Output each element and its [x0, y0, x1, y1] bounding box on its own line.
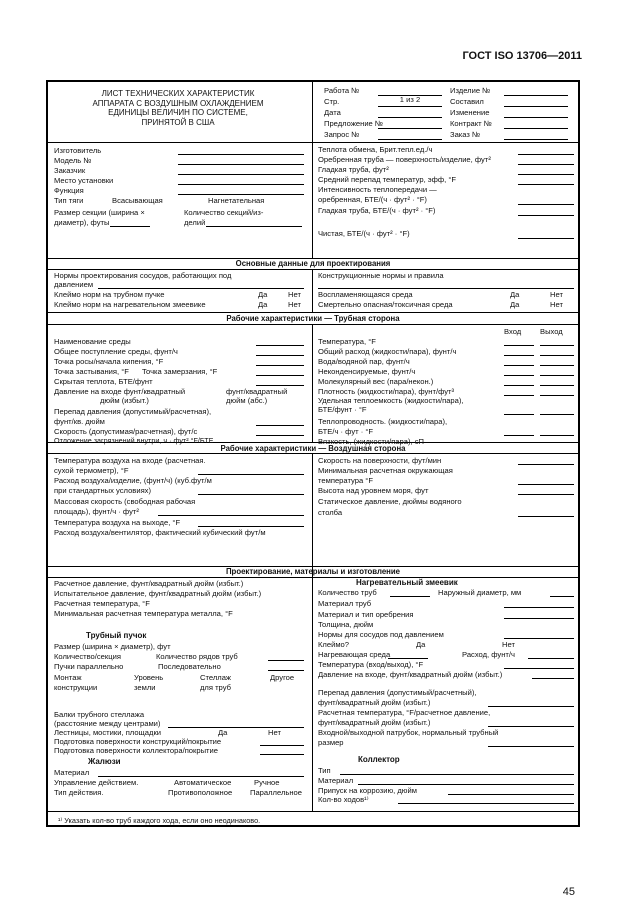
bundle-label: Количество/секция [54, 652, 121, 661]
field-line[interactable] [518, 464, 574, 465]
field-line[interactable] [518, 238, 574, 239]
field-line[interactable] [488, 726, 574, 727]
field-line[interactable] [518, 494, 574, 495]
tube-label: Давление на входе фунт/квадратный [54, 387, 186, 396]
field-line[interactable] [504, 365, 534, 366]
field-line[interactable] [260, 745, 304, 746]
tube-label: Точка застывания, °F [54, 367, 129, 376]
field-line[interactable] [540, 395, 574, 396]
field-line[interactable] [378, 139, 442, 140]
page-number: 45 [562, 886, 575, 898]
field-line[interactable] [528, 658, 574, 659]
field-line[interactable] [178, 184, 304, 185]
field-line[interactable] [178, 164, 304, 165]
coil-label: Материал труб [318, 599, 372, 608]
field-line[interactable] [168, 727, 304, 728]
field-line[interactable] [318, 288, 574, 289]
field-line[interactable] [206, 226, 302, 227]
tube-label: фунт/квадратный [226, 387, 288, 396]
field-line[interactable] [504, 345, 534, 346]
field-line[interactable] [98, 288, 304, 289]
field-line[interactable] [256, 425, 304, 426]
field-line[interactable] [256, 345, 304, 346]
field-line[interactable] [504, 435, 534, 436]
field-line[interactable] [268, 660, 304, 661]
tube-label: Молекулярный вес (пара/некон.) [318, 377, 434, 386]
sheet-title [58, 89, 298, 127]
outlet-header: Выход [540, 327, 563, 336]
size-label: Размер секции (ширина × [54, 208, 145, 217]
footnote: ¹⁾ Указать кол-во труб каждого хода, если оно неодинаково. [58, 816, 261, 825]
coil-label: размер [318, 738, 344, 747]
field-line[interactable] [378, 128, 442, 129]
coil-label: Расход, фунт/ч [462, 650, 515, 659]
no-option[interactable]: Нет [550, 290, 563, 299]
yes-option[interactable]: Да [510, 290, 520, 299]
coil-label: Материал и тип оребрения [318, 610, 414, 619]
rule [48, 811, 578, 812]
louvers-label: Тип действия. [54, 788, 104, 797]
support-label: Подготовка поверхности конструкций/покрытие [54, 737, 222, 746]
field-line[interactable] [504, 607, 574, 608]
tube-label: Отложение загрязнений внутри, ч · фут² °F/БТЕ [54, 436, 214, 445]
field-line[interactable] [378, 106, 442, 107]
design-label: давлением [54, 280, 94, 289]
tube-label: Точка росы/начала кипения, °F [54, 357, 164, 366]
mount-option: конструкции [54, 683, 98, 692]
tube-label: Скрытая теплота, БТЕ/фунт [54, 377, 153, 386]
field-line[interactable] [540, 355, 574, 356]
tube-label: Общий расход (жидкости/пара), фунт/ч [318, 347, 457, 356]
field-line[interactable] [378, 95, 442, 96]
tube-label: дюйм (избыт.) [100, 396, 149, 405]
support-label: Балки трубного стеллажа [54, 710, 145, 719]
field-line[interactable] [388, 658, 428, 659]
yes-option[interactable]: Да [258, 300, 268, 309]
field-line[interactable] [518, 154, 574, 155]
air-label: температура °F [318, 476, 373, 485]
section-heading: Основные данные для проектирования [235, 259, 391, 268]
mat-label: Минимальная расчетная температура металла, °F [54, 609, 233, 618]
support-label: Подготовка поверхности коллектора/покрытие [54, 746, 218, 755]
field-line[interactable] [256, 365, 304, 366]
section-heading: Проектирование, материалы и изготовление [225, 567, 401, 576]
field-line[interactable] [504, 414, 534, 415]
tube-label: Общее поступление среды, фунт/ч [54, 347, 178, 356]
air-label: Минимальная расчетная окружающая [318, 466, 453, 475]
field-line[interactable] [178, 174, 304, 175]
field-line[interactable] [504, 106, 568, 107]
coil-label: Нормы для сосудов под давлением [318, 630, 444, 639]
louvers-label: Материал [54, 768, 90, 777]
air-label: столба [318, 508, 343, 517]
air-label: Расход воздуха/вентилятор, фактический кубический фут/м [54, 528, 266, 537]
standard-header: ГОСТ ISO 13706—2011 [462, 50, 582, 62]
tube-label: Точка замерзания, °F [142, 367, 218, 376]
tube-label: Температура, °F [318, 337, 376, 346]
field-line[interactable] [518, 215, 574, 216]
louvers-label: Управление действием. [54, 778, 139, 787]
coil-label: Клеймо? [318, 640, 349, 649]
rule [48, 269, 578, 270]
divider [312, 324, 313, 442]
datasheet-form [46, 80, 580, 827]
mount-option[interactable]: Другое [270, 673, 295, 682]
draft-option[interactable]: Нагнетательная [208, 196, 265, 205]
field-line[interactable] [518, 516, 574, 517]
field-line[interactable] [340, 774, 574, 775]
tube-label: Удельная теплоемкость (жидкости/пара), [318, 396, 464, 405]
coil-label: Входной/выходной патрубок, нормальный трубный [318, 728, 499, 737]
field-line[interactable] [398, 803, 574, 804]
field-line[interactable] [448, 794, 574, 795]
field-line[interactable] [518, 164, 574, 165]
design-label: Нормы проектирования сосудов, работающих под [54, 271, 232, 280]
header-label: Тип [318, 766, 331, 775]
perf-label: Средний перепад температур, эфф, °F [318, 175, 457, 184]
field-line[interactable] [198, 494, 304, 495]
field-line[interactable] [504, 139, 568, 140]
louvers-option[interactable]: Противоположное [168, 788, 233, 797]
field-line[interactable] [504, 375, 534, 376]
divider [312, 82, 313, 167]
job-label: Составил [450, 97, 484, 106]
coil-label: Перепад давления (допустимый/расчетный), [318, 688, 477, 697]
field-line[interactable] [504, 668, 574, 669]
louvers-title: Жалюзи [88, 757, 121, 766]
job-label: Заказ № [450, 130, 481, 139]
field-line[interactable] [256, 385, 304, 386]
yes-option[interactable]: Да [510, 300, 520, 309]
field-line[interactable] [198, 526, 304, 527]
air-label: Температура воздуха на выходе, °F [54, 518, 181, 527]
sections-label: делий [184, 218, 206, 227]
draft-label: Тип тяги [54, 196, 84, 205]
general-label: Модель № [54, 156, 92, 165]
bundle-label: Количество рядов труб [156, 652, 238, 661]
design-label: Клеймо норм на нагревательном змеевике [54, 300, 206, 309]
yes-option[interactable]: Да [218, 728, 228, 737]
field-line[interactable] [504, 128, 568, 129]
design-label: Клеймо норм на трубном пучке [54, 290, 165, 299]
coil-label: Нагревающая среда [318, 650, 391, 659]
air-label: Высота над уровнем моря, фут [318, 486, 429, 495]
coil-label: Температура (вход/выход), °F [318, 660, 424, 669]
support-label: (расстояние между центрами) [54, 719, 161, 728]
field-line[interactable] [390, 596, 430, 597]
tube-label: дюйм (абс.) [226, 396, 268, 405]
perf-label: Гладкая труба, БТЕ/(ч · фут² · °F) [318, 206, 436, 215]
coil-label: фунт/квадратный дюйм (избыт.) [318, 718, 431, 727]
mount-option[interactable]: Стеллаж [200, 673, 232, 682]
tube-label: фунт/кв. дюйм [54, 417, 105, 426]
job-label: Изделие № [450, 86, 491, 95]
coil-label: Наружный диаметр, мм [438, 588, 522, 597]
coil-label: Расчетная температура, °F/расчетное давление, [318, 708, 491, 717]
tube-label: Вода/водяной пар, фунт/ч [318, 357, 410, 366]
no-option[interactable]: Нет [268, 728, 281, 737]
tube-label: Теплопроводность. (жидкости/пара), [318, 417, 448, 426]
yes-option[interactable]: Да [258, 290, 268, 299]
field-line[interactable] [540, 385, 574, 386]
field-line[interactable] [518, 174, 574, 175]
job-label: Стр. [324, 97, 340, 106]
field-line[interactable] [260, 754, 304, 755]
tube-label: БТЕ/ч · фут · °F [318, 427, 374, 436]
perf-label: Гладкая труба, фут² [318, 165, 389, 174]
field-line[interactable] [540, 345, 574, 346]
title-line: ЛИСТ ТЕХНИЧЕСКИХ ХАРАКТЕРИСТИК [101, 89, 255, 98]
field-line[interactable] [518, 484, 574, 485]
air-label: Расход воздуха/изделие, (фунт/ч) (куб.фут/м [54, 476, 212, 485]
field-line[interactable] [550, 596, 574, 597]
field-line[interactable] [268, 670, 304, 671]
perf-label: Оребренная труба — поверхность/изделие, фут² [318, 155, 491, 164]
field-line[interactable] [504, 618, 574, 619]
tube-label: Перепад давления (допустимый/расчетная), [54, 407, 212, 416]
mount-option[interactable]: Уровень [134, 673, 164, 682]
rule [48, 577, 578, 578]
air-label: площадь), фунт/ч · фут² [54, 507, 139, 516]
field-line[interactable] [358, 784, 574, 785]
no-option[interactable]: Нет [288, 300, 301, 309]
perf-label: Теплота обмена, Брит.тепл.ед./ч [318, 145, 433, 154]
field-line[interactable] [504, 395, 534, 396]
mount-option: земли [134, 683, 156, 692]
air-label: Статическое давление, дюймы водяного [318, 497, 462, 506]
coil-label: Количество труб [318, 588, 377, 597]
divider [312, 269, 313, 312]
section-heading: Рабочие характеристики — Трубная сторона [226, 314, 400, 323]
perf-label: Чистая, БТЕ/(ч · фут² · °F) [318, 229, 410, 238]
rule [48, 324, 578, 325]
field-line[interactable] [158, 515, 304, 516]
coil-label: фунт/квадратный дюйм (избыт.) [318, 698, 431, 707]
field-line[interactable] [98, 776, 304, 777]
tube-label: Скорость (допустимая/расчетная), фут/с [54, 427, 198, 436]
coil-label: Толщина, дюйм [318, 620, 374, 629]
field-line[interactable] [256, 375, 304, 376]
mat-label: Расчетное давление, фунт/квадратный дюйм (избыт.) [54, 579, 244, 588]
field-line[interactable] [540, 435, 574, 436]
perf-label: оребренная, БТЕ/(ч · фут² · °F) [318, 195, 427, 204]
air-label: Массовая скорость (свободная рабочая [54, 497, 196, 506]
job-label: Контракт № [450, 119, 492, 128]
tube-label: Неконденсируемые, фунт/ч [318, 367, 416, 376]
mat-label: Расчетная температура, °F [54, 599, 150, 608]
header-label: Кол-во ходов¹⁾ [318, 795, 369, 804]
air-label: сухой термометр), °F [54, 466, 129, 475]
divider [312, 578, 313, 811]
sections-label: Количество секций/из- [184, 208, 264, 217]
inlet-header: Вход [504, 327, 522, 336]
title-line: ЕДИНИЦЫ ВЕЛИЧИН ПО СИСТЕМЕ, [108, 108, 248, 118]
air-label: при стандартных условиях) [54, 486, 152, 495]
mount-option: Монтаж [54, 673, 82, 682]
field-line[interactable] [540, 414, 574, 415]
field-line[interactable] [488, 706, 574, 707]
design-label: Воспламеняющаяся среда [318, 290, 413, 299]
mat-label: Испытательное давление, фунт/квадратный дюйм (избыт.) [54, 589, 262, 598]
general-label: Функция [54, 186, 84, 195]
bundle-label: Пучки параллельно [54, 662, 124, 671]
header-label: Материал [318, 776, 354, 785]
title-line: АППАРАТА С ВОЗДУШНЫМ ОХЛАЖДЕНИЕМ [92, 98, 264, 108]
tube-label: Вязкость, (жидкости/пара), сП [318, 437, 424, 446]
field-line[interactable] [504, 117, 568, 118]
draft-option[interactable]: Всасывающая [112, 196, 163, 205]
header-title: Коллектор [358, 755, 400, 764]
general-label: Изготовитель [54, 146, 102, 155]
yes-option[interactable]: Да [416, 640, 426, 649]
rule [48, 312, 578, 313]
section-heading: Рабочие характеристики — Воздушная сторона [220, 444, 406, 453]
tube-label: Плотность (жидкости/пара), фунт/фут³ [318, 387, 455, 396]
field-line[interactable] [504, 355, 534, 356]
coil-label: Давление на входе, фунт/квадратный дюйм (избыт.) [318, 670, 503, 679]
field-line[interactable] [256, 355, 304, 356]
no-option[interactable]: Нет [550, 300, 563, 309]
job-label: Изменение [450, 108, 490, 117]
design-label: Смертельно опасная/токсичная среда [318, 300, 453, 309]
title-line: ПРИНЯТОЙ В США [141, 117, 215, 127]
size-label: диаметр), футы [54, 218, 110, 227]
rule [48, 142, 578, 143]
field-line[interactable] [178, 194, 304, 195]
field-line[interactable] [198, 474, 304, 475]
perf-label: Интенсивность теплопередачи — [318, 185, 437, 194]
rule [48, 453, 578, 454]
divider [312, 453, 313, 577]
coil-title: Нагревательный змеевик [356, 578, 458, 587]
field-line[interactable] [532, 678, 574, 679]
general-label: Место установки [54, 176, 114, 185]
mount-option: для труб [200, 683, 231, 692]
louvers-option[interactable]: Автоматическое [174, 778, 232, 787]
design-label: Конструкционные нормы и правила [318, 271, 444, 280]
field-line[interactable] [378, 117, 442, 118]
field-line[interactable] [518, 204, 574, 205]
job-label: Запрос № [324, 130, 360, 139]
job-label: Дата [324, 108, 341, 117]
field-line[interactable] [178, 154, 304, 155]
field-line[interactable] [110, 226, 150, 227]
field-line[interactable] [540, 365, 574, 366]
no-option[interactable]: Нет [288, 290, 301, 299]
tube-label: Наименование среды [54, 337, 131, 346]
job-label: Работа № [324, 86, 360, 95]
support-label: Лестницы, мостики, площадки [54, 728, 162, 737]
bundle-label: Последовательно [158, 662, 221, 671]
header-label: Припуск на коррозию, дюйм [318, 786, 417, 795]
field-line[interactable] [504, 385, 534, 386]
field-line[interactable] [540, 375, 574, 376]
field-line[interactable] [256, 435, 304, 436]
job-label: Предложение № [324, 119, 384, 128]
field-line[interactable] [504, 638, 574, 639]
air-label: Скорость на поверхности, фут/мин [318, 456, 442, 465]
field-line[interactable] [518, 184, 574, 185]
louvers-option[interactable]: Параллельное [250, 788, 302, 797]
bundle-title: Трубный пучок [86, 631, 147, 640]
louvers-option[interactable]: Ручное [254, 778, 280, 787]
field-line[interactable] [504, 95, 568, 96]
air-label: Температура воздуха на входе (расчетная. [54, 456, 206, 465]
divider [312, 167, 313, 258]
field-line[interactable] [488, 746, 574, 747]
tube-label: БТЕ/фунт · °F [318, 405, 367, 414]
bundle-label: Размер (ширина × диаметр), фут [54, 642, 171, 651]
general-label: Заказчик [54, 166, 86, 175]
page-of-value: 1 из 2 [399, 95, 421, 104]
no-option[interactable]: Нет [502, 640, 515, 649]
